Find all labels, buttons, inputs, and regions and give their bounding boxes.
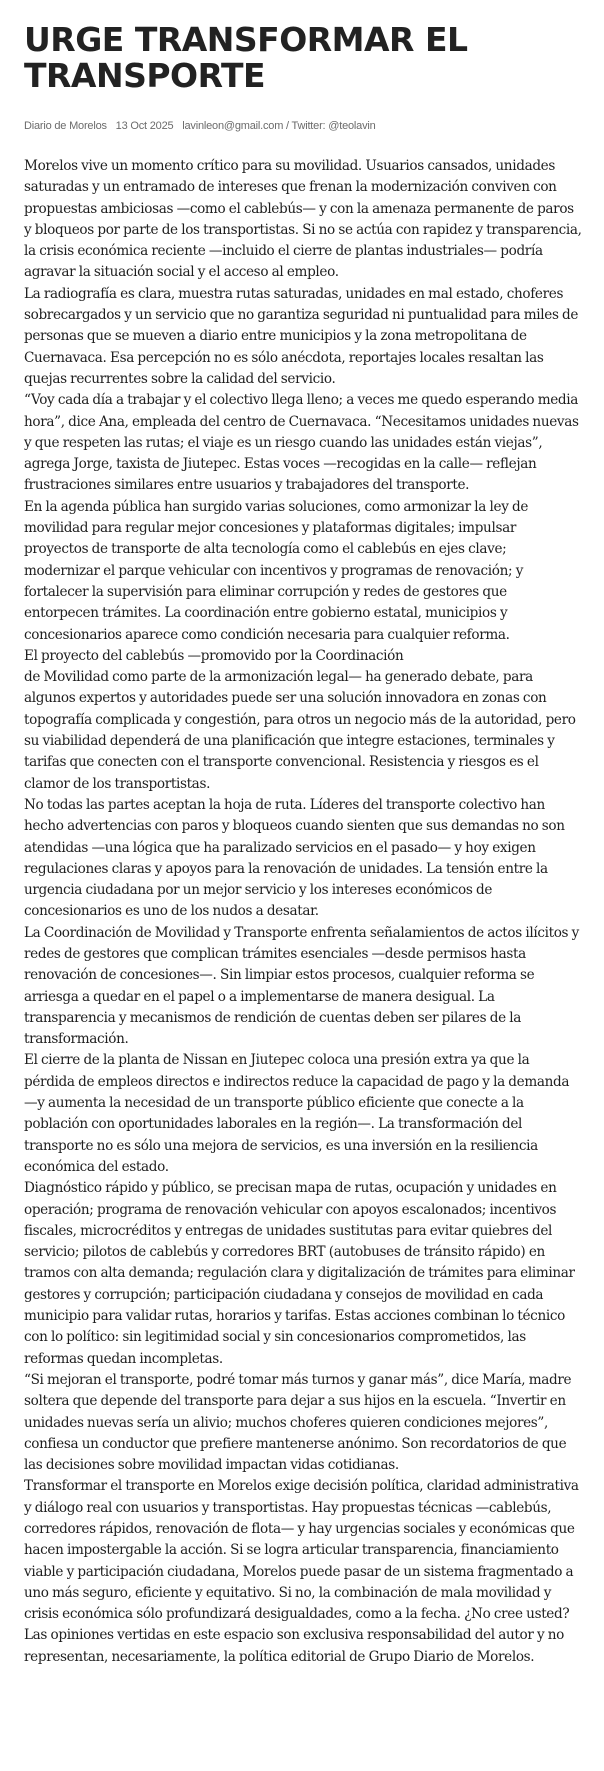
paragraph: En la agenda pública han surgido varias soluciones, como armonizar la ley de movilidad para regular mejor concesiones y plataformas digitales; impulsar proyectos de transporte de alta tecnología como el cablebús en ejes clave; modernizar el parque vehicular con incentivos y programas de renovación; y fortalecer la supervisión para eliminar corrupción y redes de gestores que entorpecen trámites. La coordinación entre gobierno estatal, municipios y concesionarios aparece como condición necesaria para cualquier reforma. (24, 498, 529, 643)
article-body (24, 156, 582, 1668)
paragraph: La radiografía es clara, muestra rutas saturadas, unidades en mal estado, choferes sobrecargados y un servicio que no garantiza seguridad ni puntualidad para miles de personas que se mueven a diario entre municipios y la zona metropolitana de Cuernavaca. Esa percepción no es sólo anécdota, reportajes locales resaltan las quejas recurrentes sobre la calidad del servicio. (24, 285, 579, 387)
paragraph: No todas las partes aceptan la hoja de ruta. Líderes del transporte colectivo han hecho advertencias con paros y bloqueos cuando sienten que sus demandas no son atendidas —una lógica que ha paralizado servicios en el pasado— y hoy exigen regulaciones claras y apoyos para la renovación de unidades. La tensión entre la urgencia ciudadana por un mejor servicio y los intereses económicos de concesionarios es uno de los nudos a desatar. (24, 796, 565, 920)
publication-name: Diario de Morelos (24, 120, 107, 132)
article-meta (24, 120, 582, 132)
article-title: URGE TRANSFORMAR EL TRANSPORTE (24, 20, 468, 95)
paragraph: La Coordinación de Movilidad y Transporte enfrenta señalamientos de actos ilícitos y redes de gestores que complican trámites esenciales —desde permisos hasta renovación de concesiones—. Sin limpiar estos procesos, cualquier reforma se arriesga a quedar en el papel o a implementarse de manera desigual. La transparencia y mecanismos de rendición de cuentas deben ser pilares de la transformación. (24, 924, 579, 1048)
paragraph: El cierre de la planta de Nissan en Jiutepec coloca una presión extra ya que la pérdida de empleos directos e indirectos reduce la capacidad de pago y la demanda —y aumenta la necesidad de un transporte público eficiente que conecte a la población con oportunidades laborales en la región—. La transformación del transporte no es sólo una mejora de servicios, es una inversión en la resiliencia económica del estado. (24, 1052, 570, 1175)
publish-date: 13 Oct 2025 (115, 120, 174, 132)
disclaimer: Las opiniones vertidas en este espacio son exclusiva responsabilidad del autor y no representan, necesariamente, la política editorial de Grupo Diario de Morelos. (24, 1627, 564, 1665)
paragraph: “Si mejoran el transporte, podré tomar más turnos y ganar más”, dice María, madre soltera que depende del transporte para dejar a sus hijos en la escuela. “Invertir en unidades nuevas sería un alivio; muchos choferes quieren condiciones mejores”, confiesa un conductor que prefiere mantenerse anónimo. Son recordatorios de que las decisiones sobre movilidad impactan vidas cotidianas. (24, 1371, 572, 1474)
paragraph: El proyecto del cablebús —promovido por la Coordinación (24, 647, 404, 664)
paragraph: “Voy cada día a trabajar y el colectivo llega lleno; a veces me quedo esperando media hora”, dice Ana, empleada del centro de Cuernavaca. “Necesitamos unidades nuevas y que respeten las rutas; el viaje es un riesgo cuando las unidades están viejas”, agrega Jorge, taxista de Jiutepec. Estas voces —recogidas en la calle— reflejan frustraciones similares entre usuarios y trabajadores del transporte. (24, 392, 579, 494)
paragraph: de Movilidad como parte de la armonización legal— ha generado debate, para algunos expertos y autoridades puede ser una solución innovadora en zonas con topografía complicada y congestión, para otros un negocio más de la autoridad, pero su viabilidad dependerá de una planificación que integre estaciones, terminales y tarifas que conecten con el transporte convencional. Resistencia y riesgos es el clamor de los transportistas. (24, 669, 576, 792)
paragraph: Diagnóstico rápido y público, se precisan mapa de rutas, ocupación y unidades en operación; programa de renovación vehicular con apoyos escalonados; incentivos fiscales, microcréditos y entregas de unidades sustitutas para evitar quiebres del servicio; pilotos de cablebús y corredores BRT (autobuses de tránsito rápido) en tramos con alta demanda; regulación clara y digitalización de trámites para eliminar gestores y corrupción; participación ciudadana y consejos de movilidad en cada municipio para validar rutas, horarios y tarifas. Estas acciones combinan lo técnico con lo político: sin legitimidad social y sin concesionarios comprometidos, las reformas quedan incompletas. (24, 1180, 575, 1367)
paragraph: Transformar el transporte en Morelos exige decisión política, claridad administrativa y diálogo real con usuarios y transportistas. Hay propuestas técnicas —cablebús, corredores rápidos, renovación de flota— y hay urgencias sociales y económicas que hacen impostergable la acción. Si se logra articular transparencia, financiamiento viable y participación ciudadana, Morelos puede pasar de un sistema fragmentado a uno más seguro, eficiente y equitativo. Si no, la combinación de mala movilidad y crisis económica sólo profundizará desigualdades, como a la fecha. ¿No cree usted? (24, 1478, 579, 1623)
author-contact: lavinleon@gmail.com / Twitter: @teolavin (182, 120, 376, 132)
paragraph: Morelos vive un momento crítico para su movilidad. Usuarios cansados, unidades saturadas y un entramado de intereses que frenan la modernización conviven con propuestas ambiciosas —como el cablebús— y con la amenaza permanente de paros y bloqueos por parte de los transportistas. Si no se actúa con rapidez y transparencia, la crisis económica reciente —incluido el cierre de plantas industriales— podría agravar la situación social y el acceso al empleo. (24, 158, 582, 281)
